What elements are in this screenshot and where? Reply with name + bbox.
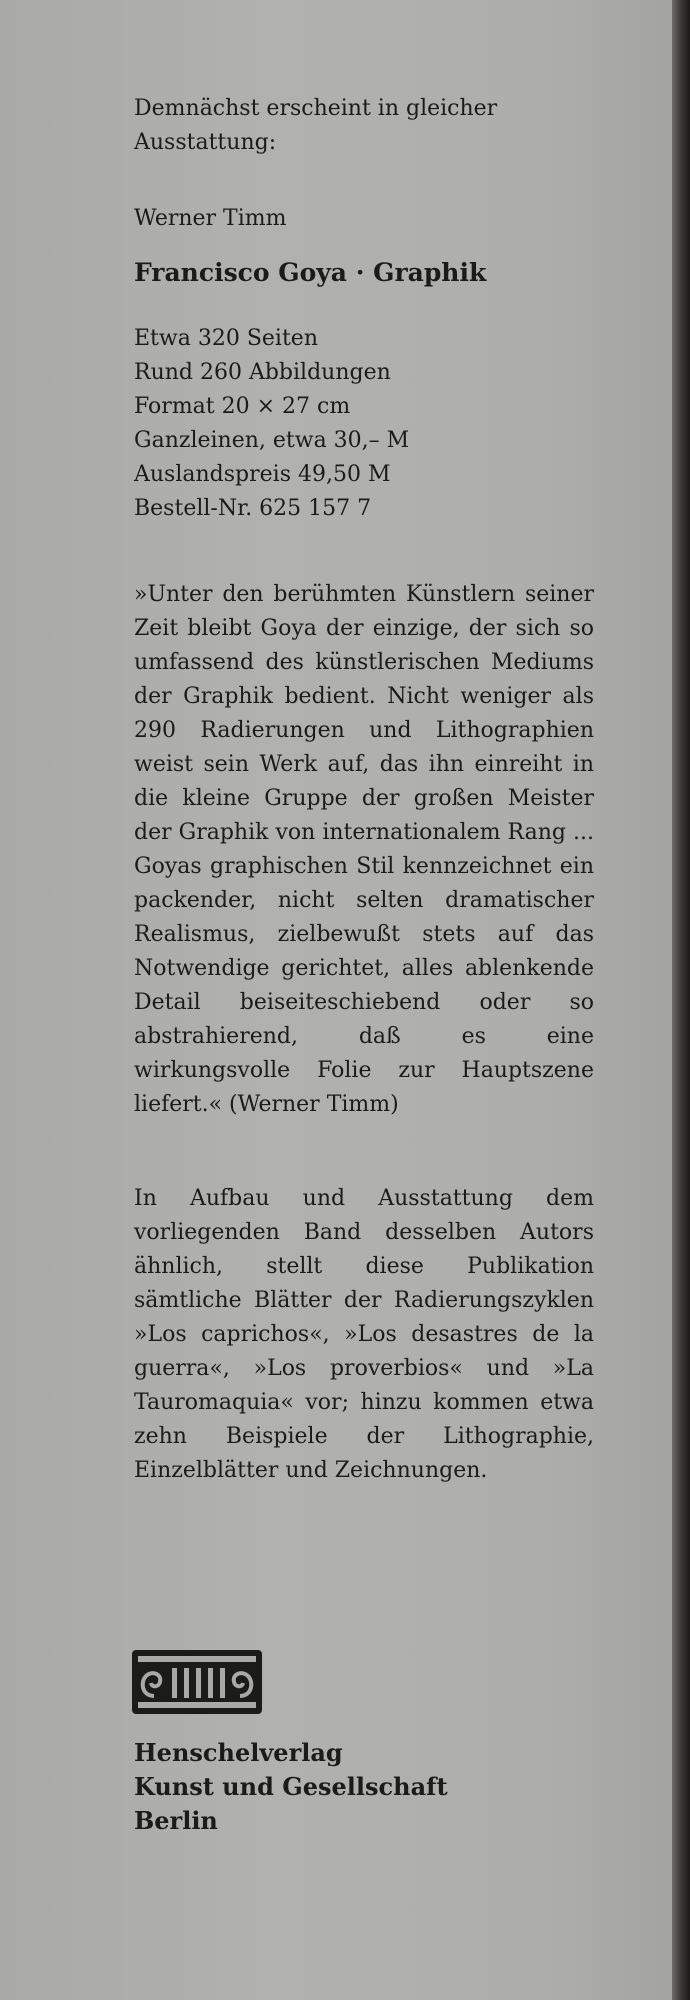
spec-format: Format 20 × 27 cm <box>134 394 351 419</box>
publisher-imprint <box>134 1736 594 1838</box>
description-quote: »Unter den berühmten Künstlern seiner Zeit bleibt Goya der einzige, der sich so umfassend des künstlerischen Mediums der Graphik bedient. Nicht weniger als 290 Radierungen und Lithographien weist sein Werk auf, das ihn einreiht in die kleine Gruppe der großen Meister der Graphik von internationalem Rang ... Goyas graphischen Stil kennzeichnet ein packender, nicht selten dramatischer Realismus, zielbewußt stets auf das Notwendige gerichtet, alles ablenkende Detail beiseiteschiebend oder so abstrahierend, daß es eine wirkungsvolle Folie zur Hauptszene liefert.« (Werner Timm) <box>134 582 594 1117</box>
spec-binding-price: Ganzleinen, etwa 30,– M <box>134 428 410 453</box>
spec-order-number: Bestell-Nr. 625 157 7 <box>134 496 372 521</box>
forthcoming-notice <box>134 92 594 160</box>
spec-pages: Etwa 320 Seiten <box>134 326 318 351</box>
publisher-city: Berlin <box>134 1806 218 1835</box>
spec-illustrations: Rund 260 Abbildungen <box>134 360 391 385</box>
notice-line-1: Demnächst erscheint in gleicher <box>134 96 498 121</box>
cover-edge <box>672 0 690 2000</box>
notice-line-2: Ausstattung: <box>134 130 277 155</box>
publisher-name: Henschelverlag <box>134 1738 343 1767</box>
publisher-subtitle: Kunst und Gesellschaft <box>134 1772 448 1801</box>
book-specs <box>134 322 594 526</box>
description-body: In Aufbau und Ausstattung dem vorliegenden Band desselben Autors ähnlich, stellt diese Publikation sämtliche Blätter der Radierungszyklen »Los caprichos«, »Los desastres de la guerra«, »Los proverbios« und »La Tauromaquia« vor; hinzu kommen etwa zehn Beispiele der Lithographie, Einzelblätter und Zeichnungen. <box>134 1186 594 1483</box>
spec-foreign-price: Auslandspreis 49,50 M <box>134 462 391 487</box>
book-author: Werner Timm <box>134 206 287 231</box>
ionic-capital-logo-icon <box>132 1650 262 1714</box>
book-title: Francisco Goya · Graphik <box>134 258 487 287</box>
